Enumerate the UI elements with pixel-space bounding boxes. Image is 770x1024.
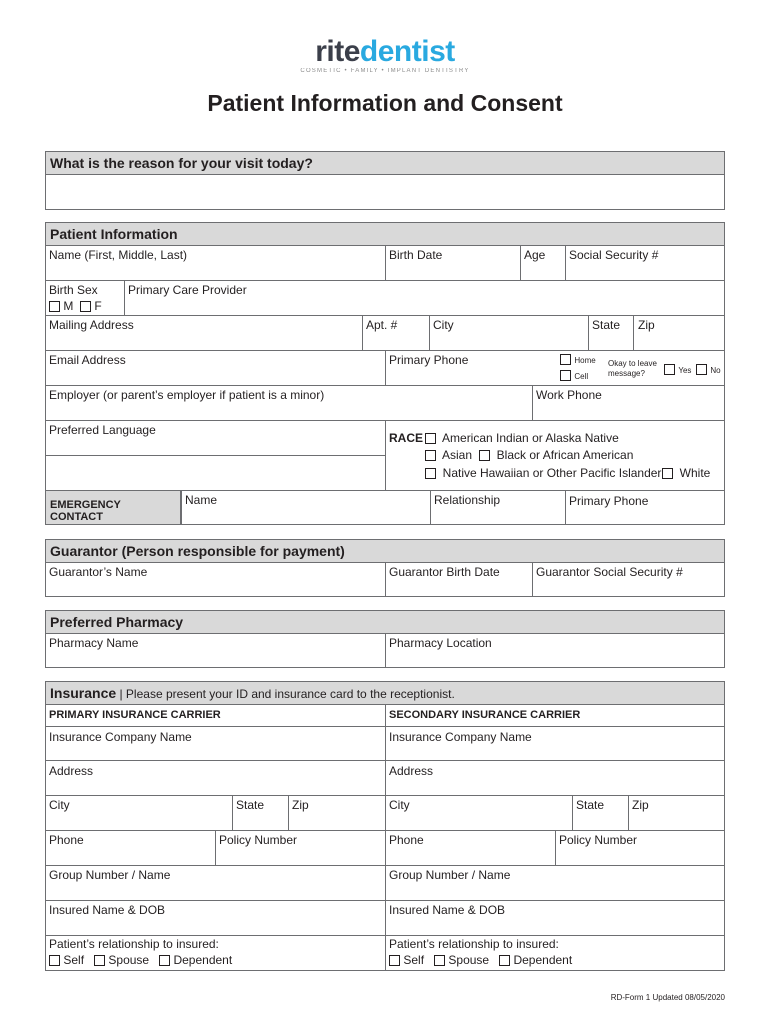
ssn-label: Social Security # <box>569 248 659 262</box>
race-3-checkbox[interactable] <box>479 450 490 461</box>
p-self-label: Self <box>63 953 85 967</box>
s-phone-label: Phone <box>389 833 424 847</box>
s-dependent-checkbox[interactable] <box>499 955 510 966</box>
email-label: Email Address <box>49 353 126 367</box>
primary-care-label: Primary Care Provider <box>128 283 247 297</box>
primary-carrier-label: PRIMARY INSURANCE CARRIER <box>49 709 221 721</box>
guarantor-header: Guarantor (Person responsible for payment) <box>45 539 725 563</box>
s-spouse-label: Spouse <box>448 953 490 967</box>
birth-sex-options <box>49 299 102 313</box>
race-4-checkbox[interactable] <box>425 468 436 479</box>
yes-label: Yes <box>678 366 692 375</box>
leave-yes-checkbox[interactable] <box>664 364 675 375</box>
message-label: message? <box>608 369 645 378</box>
s-dependent-label: Dependent <box>513 953 573 967</box>
patient-info-header: Patient Information <box>45 222 725 246</box>
pharmacy-header: Preferred Pharmacy <box>45 610 725 634</box>
s-address-label: Address <box>389 764 434 778</box>
logo-text-2: dentist <box>359 35 455 68</box>
zip-label: Zip <box>638 318 655 332</box>
apt-label: Apt. # <box>366 318 398 332</box>
s-insured-label: Insured Name & DOB <box>389 903 506 917</box>
race-label: RACE <box>389 431 424 445</box>
s-self-checkbox[interactable] <box>389 955 400 966</box>
employer-label: Employer (or parent’s employer if patient is a minor) <box>49 388 325 402</box>
p-relationship-options <box>49 953 232 967</box>
guarantor-birth-label: Guarantor Birth Date <box>389 565 500 579</box>
emergency-contact-label: EMERGENCY CONTACT <box>45 490 181 525</box>
s-company-label: Insurance Company Name <box>389 730 532 744</box>
age-label: Age <box>524 248 546 262</box>
s-spouse-checkbox[interactable] <box>434 955 445 966</box>
p-phone-label: Phone <box>49 833 84 847</box>
s-city-label: City <box>389 798 410 812</box>
em-relationship-label: Relationship <box>434 493 501 507</box>
secondary-carrier-label: SECONDARY INSURANCE CARRIER <box>389 709 581 721</box>
city-label: City <box>433 318 454 332</box>
p-spouse-checkbox[interactable] <box>94 955 105 966</box>
p-insured-label: Insured Name & DOB <box>49 903 166 917</box>
insurance-title: Insurance <box>50 685 117 701</box>
s-relationship-label: Patient’s relationship to insured: <box>389 937 559 951</box>
p-dependent-checkbox[interactable] <box>159 955 170 966</box>
p-self-checkbox[interactable] <box>49 955 60 966</box>
visit-reason-field[interactable] <box>45 174 725 210</box>
sex-f-label: F <box>94 299 102 313</box>
logo <box>0 36 770 76</box>
race-4-label: Native Hawaiian or Other Pacific Islander <box>442 466 662 480</box>
p-address-label: Address <box>49 764 94 778</box>
p-state-label: State <box>236 798 265 812</box>
p-dependent-label: Dependent <box>173 953 233 967</box>
p-spouse-label: Spouse <box>108 953 150 967</box>
s-group-label: Group Number / Name <box>389 868 511 882</box>
form-footer: RD-Form 1 Updated 08/05/2020 <box>610 993 725 1002</box>
name-label: Name (First, Middle, Last) <box>49 248 188 262</box>
race-1-label: American Indian or Alaska Native <box>442 431 619 445</box>
guarantor-name-label: Guarantor’s Name <box>49 565 148 579</box>
logo-tagline: COSMETIC • FAMILY • IMPLANT DENTISTRY <box>300 68 470 74</box>
p-city-label: City <box>49 798 70 812</box>
mailing-label: Mailing Address <box>49 318 134 332</box>
s-state-label: State <box>576 798 605 812</box>
em-phone-label: Primary Phone <box>569 494 649 508</box>
p-group-label: Group Number / Name <box>49 868 171 882</box>
birth-date-label: Birth Date <box>389 248 443 262</box>
page-title: Patient Information and Consent <box>207 90 563 116</box>
race-2-checkbox[interactable] <box>425 450 436 461</box>
p-company-label: Insurance Company Name <box>49 730 192 744</box>
guarantor-ssn-label: Guarantor Social Security # <box>536 565 683 579</box>
em-name-label: Name <box>185 493 218 507</box>
race-1-checkbox[interactable] <box>425 433 436 444</box>
s-zip-label: Zip <box>632 798 649 812</box>
insurance-header <box>45 681 725 705</box>
sex-m-checkbox[interactable] <box>49 301 60 312</box>
home-label: Home <box>574 356 596 365</box>
race-5-checkbox[interactable] <box>662 468 673 479</box>
language-label: Preferred Language <box>49 423 156 437</box>
home-checkbox[interactable] <box>560 354 571 365</box>
p-policy-label: Policy Number <box>219 833 298 847</box>
race-5-label: White <box>679 466 711 480</box>
birth-sex-label: Birth Sex <box>49 283 98 297</box>
okay-leave-message <box>608 359 657 379</box>
work-phone-label: Work Phone <box>536 388 602 402</box>
p-zip-label: Zip <box>292 798 309 812</box>
p-relationship-label: Patient’s relationship to insured: <box>49 937 219 951</box>
cell-checkbox[interactable] <box>560 370 571 381</box>
pharmacy-name-label: Pharmacy Name <box>49 636 139 650</box>
race-2-label: Asian <box>442 448 473 462</box>
visit-header: What is the reason for your visit today? <box>45 151 725 175</box>
s-policy-label: Policy Number <box>559 833 638 847</box>
insurance-note: | Please present your ID and insurance card to the receptionist. <box>116 687 455 701</box>
pharmacy-location-label: Pharmacy Location <box>389 636 492 650</box>
no-label: No <box>710 366 721 375</box>
primary-phone-label: Primary Phone <box>389 353 469 367</box>
state-label: State <box>592 318 621 332</box>
cell-label: Cell <box>574 372 589 381</box>
leave-no-checkbox[interactable] <box>696 364 707 375</box>
okay-leave-label: Okay to leave <box>608 359 657 368</box>
sex-m-label: M <box>63 299 74 313</box>
sex-f-checkbox[interactable] <box>80 301 91 312</box>
s-relationship-options <box>389 953 572 967</box>
race-3-label: Black or African American <box>496 448 634 462</box>
logo-text-1: rite <box>315 35 360 68</box>
s-self-label: Self <box>403 953 425 967</box>
